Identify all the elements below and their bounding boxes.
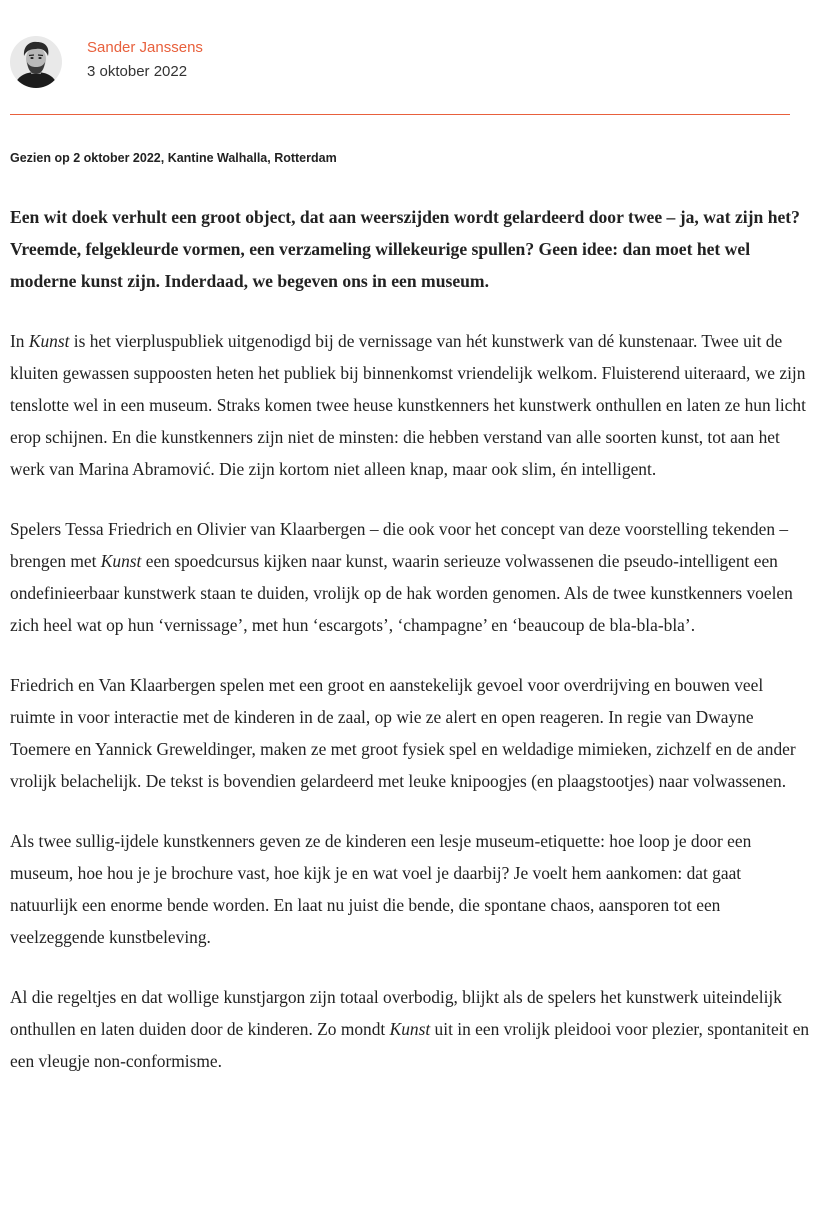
author-meta (87, 38, 203, 82)
seen-line: Gezien op 2 oktober 2022, Kantine Walhalla, Rotterdam (10, 151, 337, 165)
publish-date: 3 oktober 2022 (87, 63, 188, 80)
author-avatar[interactable] (10, 36, 62, 88)
paragraph-2-rest: een spoedcursus kijken naar kunst, waarin serieuze volwassenen die pseudo-intelligent een ondefinieerbaar kunstwerk staan te duiden, vrolijk op de hak worden genomen. Als de twee kunstkenners voelen zich heel wat op hun ‘vernissage’, met hun ‘escargots’, ‘champagne’ en ‘beaucoup de bla-bla-bla’. (10, 551, 793, 635)
paragraph-5-start: Al die regeltjes en dat wollige kunstjargon zijn totaal overbodig, blijkt als de spelers het kunstwerk uiteindelijk onthullen en laten duiden door de kinderen. Zo mondt (10, 987, 782, 1039)
author-name-link[interactable]: Sander Janssens (87, 39, 203, 56)
paragraph-5-title: Kunst (389, 1019, 431, 1039)
divider (10, 114, 790, 115)
paragraph-2-title: Kunst (100, 551, 142, 571)
author-portrait-icon (10, 36, 62, 88)
article-body (10, 201, 810, 1105)
paragraph-1-title: Kunst (28, 331, 70, 351)
paragraph-2 (10, 513, 810, 641)
paragraph-1-start: In (10, 331, 29, 351)
paragraph-4: Als twee sullig-ijdele kunstkenners geven ze de kinderen een lesje museum-etiquette: hoe loop je door een museum, hoe hou je je brochure vast, hoe kijk je en wat voel je daarbij? Je voelt hem aankomen: dat gaat natuurlijk een enorme bende worden. En laat nu juist die bende, die spontane chaos, aansporen tot een veelzeggende kunstbeleving. (10, 831, 752, 947)
author-block (10, 36, 203, 88)
paragraph-2-start: Spelers Tessa Friedrich en Olivier van Klaarbergen – die ook voor het concept van deze voorstelling tekenden – brengen met (10, 519, 789, 571)
paragraph-5-rest: uit in een vrolijk pleidooi voor plezier, spontaniteit en een vleugje non-conformisme. (10, 1019, 810, 1071)
paragraph-1 (10, 325, 810, 485)
paragraph-1-rest: is het vierpluspubliek uitgenodigd bij de vernissage van hét kunstwerk van dé kunstenaar. Twee uit de kluiten gewassen suppoosten heten het publiek bij binnenkomst vriendelijk welkom. Fluisterend uiteraard, we zijn tenslotte wel in een museum. Straks komen twee heuse kunstkenners het kunstwerk onthullen en laten ze hun licht erop schijnen. En die kunstkenners zijn niet de minsten: die hebben verstand van alle soorten kunst, tot aan het werk van Marina Abramović. Die zijn kortom niet alleen knap, maar ook slim, én intelligent. (10, 331, 806, 479)
article-lead: Een wit doek verhult een groot object, dat aan weerszijden wordt gelardeerd door twee – ja, wat zijn het? Vreemde, felgekleurde vormen, een verzameling willekeurige spullen? Geen idee: dan moet het wel moderne kunst zijn. Inderdaad, we begeven ons in een museum. (10, 207, 800, 291)
paragraph-5 (10, 981, 810, 1077)
paragraph-3: Friedrich en Van Klaarbergen spelen met een groot en aanstekelijk gevoel voor overdrijving en bouwen veel ruimte in voor interactie met de kinderen in de zaal, op wie ze alert en open reageren. In regie van Dwayne Toemere en Yannick Greweldinger, maken ze met groot fysiek spel en weldadige mimieken, zichzelf en de ander vrolijk belachelijk. De tekst is bovendien gelardeerd met leuke knipoogjes (en plaagstootjes) naar volwassenen. (10, 675, 796, 791)
